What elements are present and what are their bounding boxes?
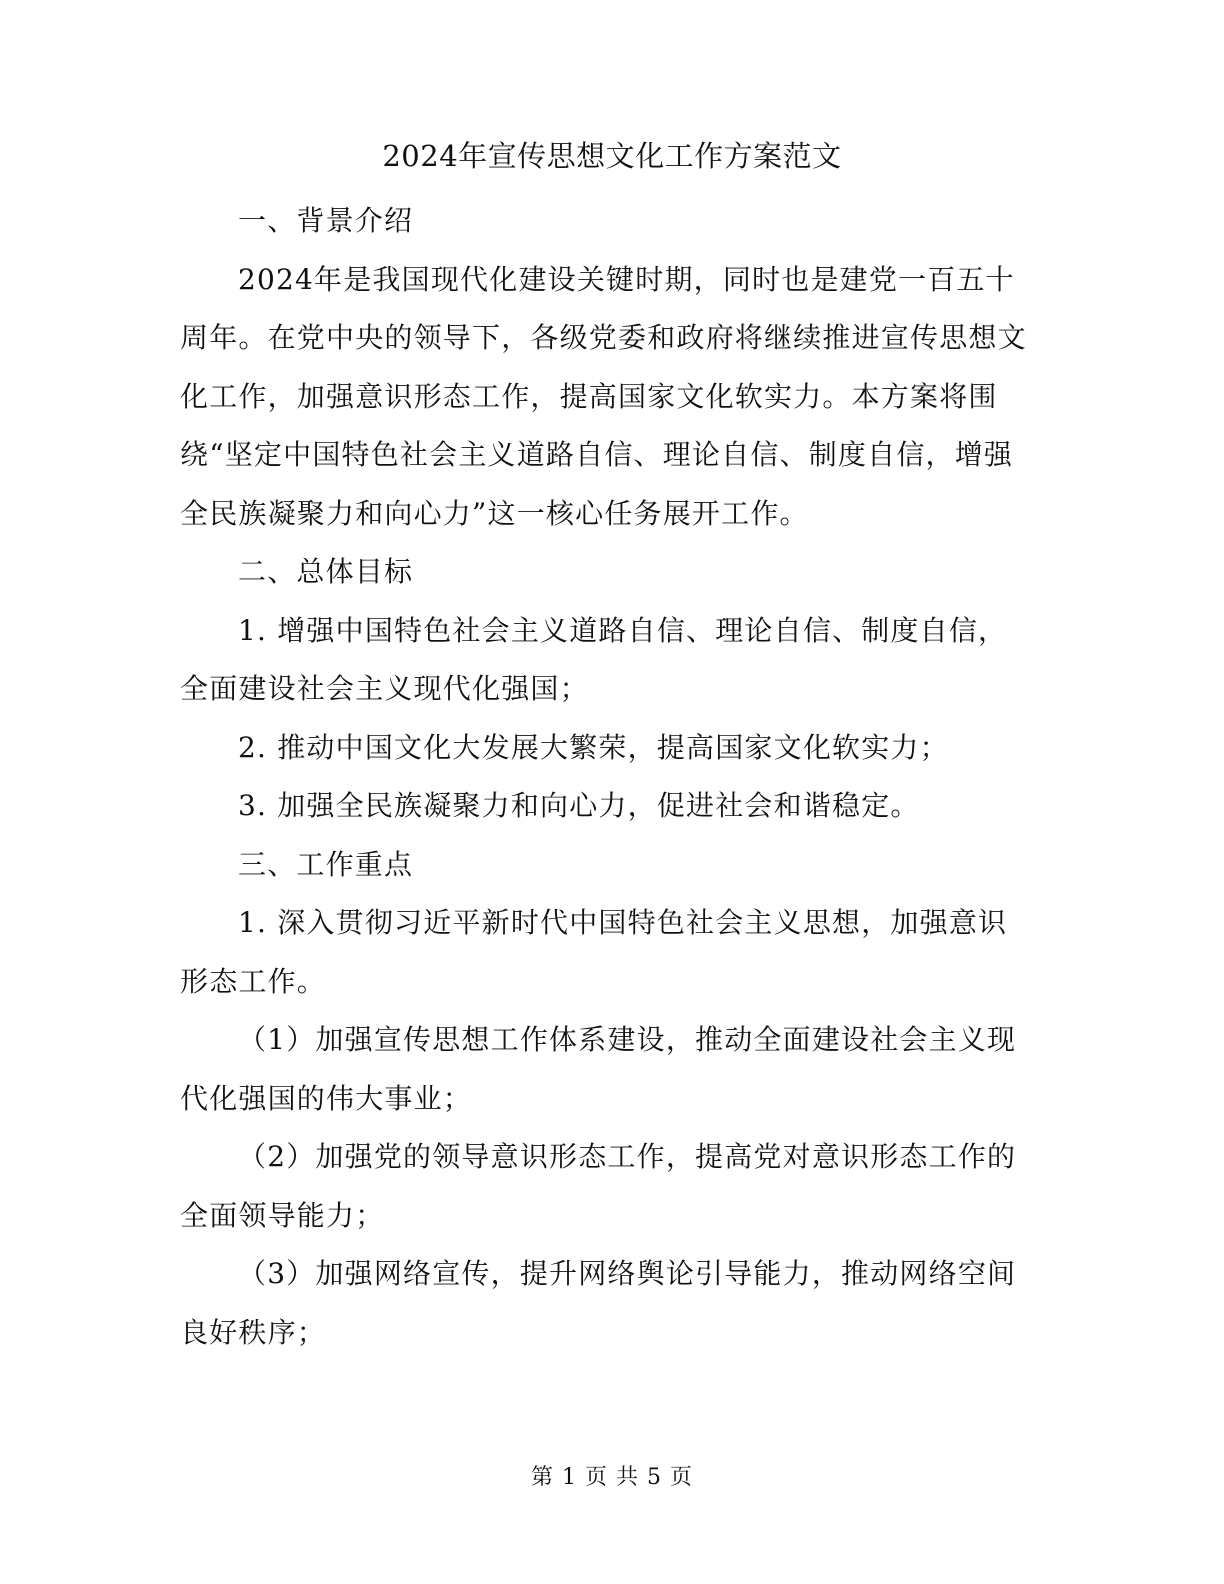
section-heading-focus: 三、工作重点 bbox=[238, 847, 414, 881]
page-title: 2024年宣传思想文化工作方案范文 bbox=[382, 139, 842, 173]
goal-item-3: 3. 加强全民族凝聚力和向心力，促进社会和谐稳定。 bbox=[238, 789, 920, 822]
focus-subitem-2: （2）加强党的领导意识形态工作，提高党对意识形态工作的全面领导能力； bbox=[180, 1140, 1017, 1232]
focus-item-1: 1. 深入贯彻习近平新时代中国特色社会主义思想，加强意识形态工作。 bbox=[180, 906, 1008, 998]
focus-subitem-3: （3）加强网络宣传，提升网络舆论引导能力，推动网络空间良好秩序； bbox=[180, 1257, 1017, 1349]
background-paragraph: 2024年是我国现代化建设关键时期，同时也是建党一百五十周年。在党中央的领导下，各级党委和政府将继续推进宣传思想文化工作，加强意识形态工作，提高国家文化软实力。本方案将围绕“坚定中国特色社会主义道路自信、理论自信、制度自信，增强全民族凝聚力和向心力”这一核心任务展开工作。 bbox=[180, 262, 1027, 530]
goal-item-1: 1. 增强中国特色社会主义道路自信、理论自信、制度自信，全面建设社会主义现代化强国； bbox=[180, 613, 1008, 705]
page-number-footer: 第 1 页 共 5 页 bbox=[531, 1465, 693, 1490]
goal-item-2: 2. 推动中国文化大发展大繁荣，提高国家文化软实力； bbox=[238, 730, 949, 764]
document-body bbox=[180, 192, 1030, 1362]
focus-subitem-1: （1）加强宣传思想工作体系建设，推动全面建设社会主义现代化强国的伟大事业； bbox=[180, 1023, 1017, 1115]
section-heading-goals: 二、总体目标 bbox=[238, 555, 414, 588]
section-heading-background: 一、背景介绍 bbox=[238, 204, 414, 237]
